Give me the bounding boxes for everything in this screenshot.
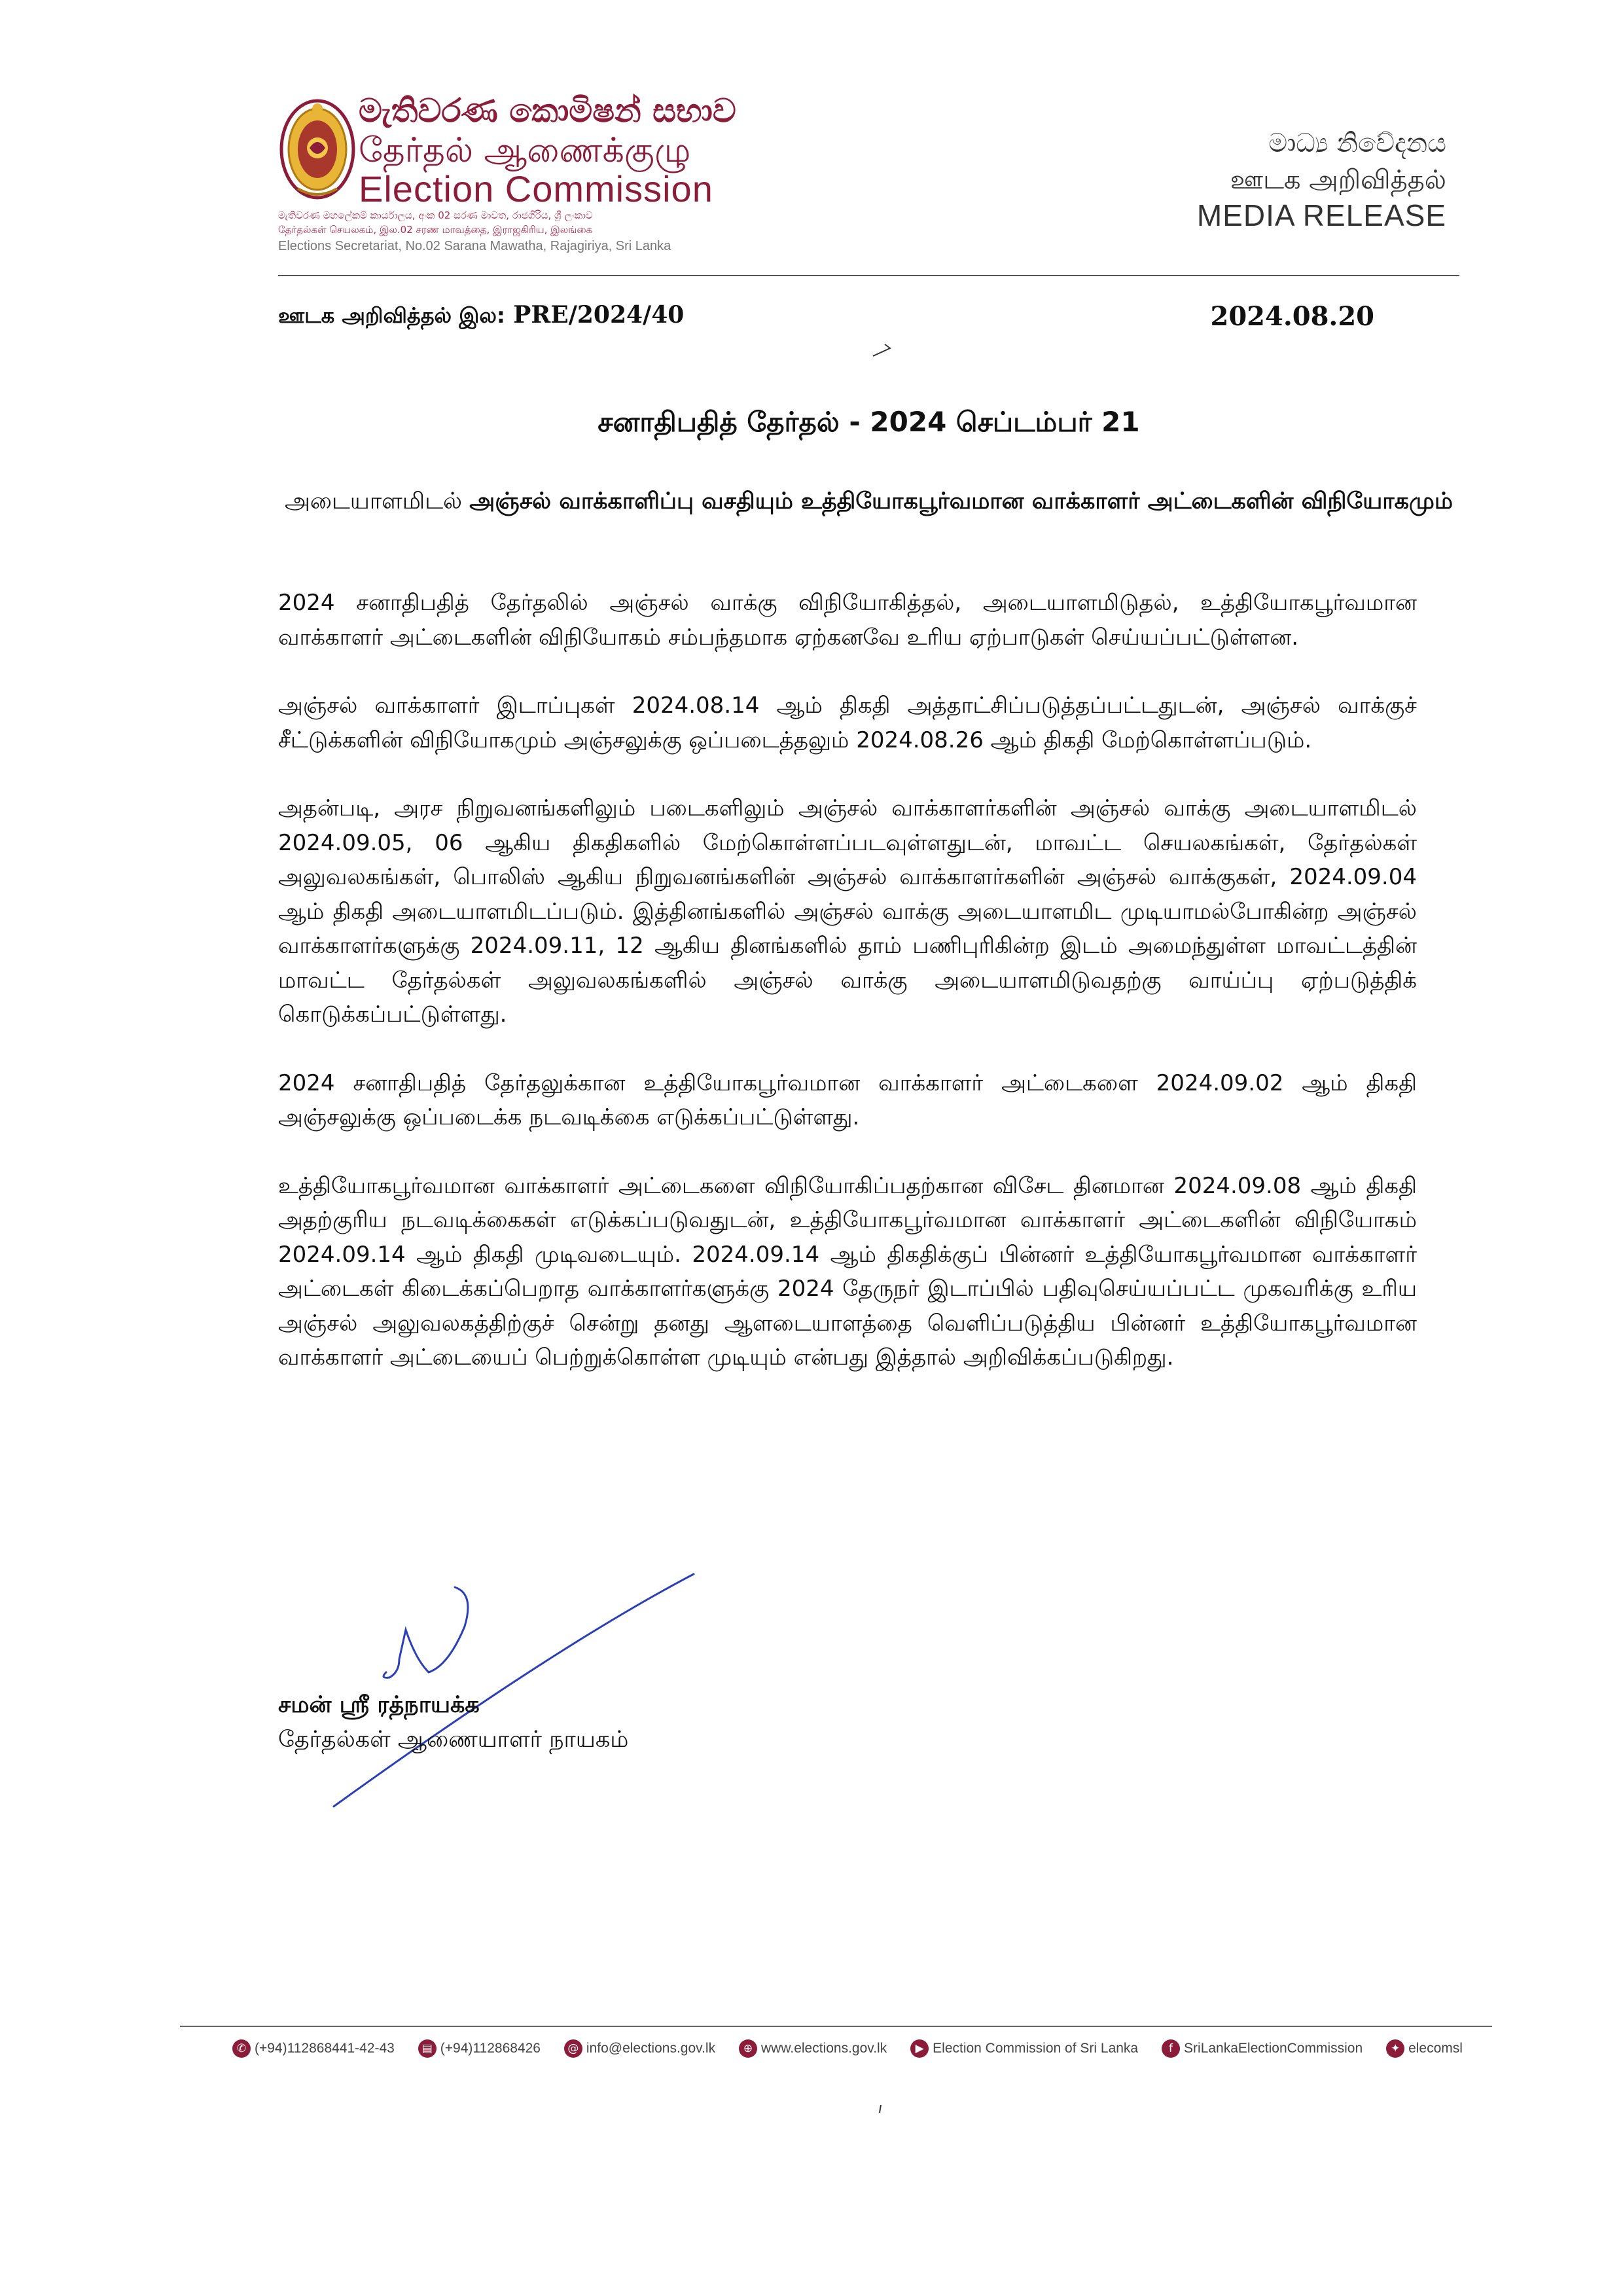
document-title: சனாதிபதித் தேர்தல் - 2024 செப்டம்பர் 21 <box>597 406 1140 438</box>
subtitle-main: அஞ்சல் வாக்காளிப்பு வசதியும் உத்தியோகபூர்வமான வாக்காளர் அட்டைகளின் விநியோகமும் <box>469 488 1453 514</box>
email-icon: @ <box>564 2039 582 2058</box>
youtube-icon: ▶ <box>910 2039 929 2058</box>
twitter-icon: ✦ <box>1386 2039 1404 2058</box>
signatory-title: தேர்தல்கள் ஆணையாளர் நாயகம் <box>278 1727 629 1753</box>
fax-icon: ▤ <box>418 2039 437 2058</box>
paragraph-1: 2024 சனாதிபதித் தேர்தலில் அஞ்சல் வாக்கு விநியோகித்தல், அடையாளமிடுதல், உத்தியோகபூர்வமான வாக்காளர் அட்டைகளின் விநியோகம் சம்பந்தமாக ஏற்கனவே உரிய ஏற்பாடுகள் செய்யப்பட்டுள்ளன. <box>278 590 1417 651</box>
emblem-logo <box>278 97 357 202</box>
globe-icon: ⊕ <box>739 2039 757 2058</box>
document-subtitle <box>278 484 1459 518</box>
footer-divider <box>180 2026 1492 2027</box>
footer-facebook[interactable] <box>1162 2039 1363 2058</box>
footer-contacts <box>232 2039 1463 2058</box>
org-name-english: Election Commission <box>359 168 713 209</box>
facebook-icon: f <box>1162 2039 1180 2058</box>
media-release-tamil: ஊடக அறிவித்தல் <box>1230 165 1446 195</box>
address-tamil: தேர்தல்கள் செயலகம், இல.02 சரண மாவத்தை, இராஜகிரிய, இலங்கை <box>278 224 593 236</box>
org-name-tamil: தேர்தல் ஆணைக்குழு <box>359 131 691 170</box>
footer-youtube[interactable] <box>910 2039 1138 2058</box>
paragraph-2: அஞ்சல் வாக்காளர் இடாப்புகள் 2024.08.14 ஆம் திகதி அத்தாட்சிப்படுத்தப்பட்டதுடன், அஞ்சல் வாக்குச் சீட்டுக்களின் விநியோகமும் அஞ்சலுக்கு ஒப்படைத்தலும் 2024.08.26 ஆம் திகதி மேற்கொள்ளப்படும். <box>278 692 1417 753</box>
org-name-sinhala: මැතිවරණ කොමිෂන් සභාව <box>359 92 736 130</box>
release-date: 2024.08.20 <box>1210 301 1374 332</box>
media-release-sinhala: මාධ්‍ය නිවේදනය <box>1268 128 1446 158</box>
signatory-name: சமன் ஸ்ரீ ரத்நாயக்க <box>278 1692 480 1718</box>
paragraph-3: அதன்படி, அரச நிறுவனங்களிலும் படைகளிலும் அஞ்சல் வாக்காளர்களின் அஞ்சல் வாக்கு அடையாளமிடல் 2024.09.05, 06 ஆகிய திகதிகளில் மேற்கொள்ளப்படவுள்ளதுடன், மாவட்ட செயலகங்கள், தேர்தல்கள் அலுவலகங்கள், பொலிஸ் ஆகிய நிறுவனங்களின் அஞ்சல் வாக்காளர்களின் அஞ்சல் வாக்குகள், 2024.09.04 ஆம் திகதி அடையாளமிடப்படும். இத்தினங்களில் அஞ்சல் வாக்கு அடையாளமிட முடியாமல்போகின்ற அஞ்சல் வாக்காளர்களுக்கு 2024.09.11, 12 ஆகிய தினங்களில் தாம் பணிபுரிகின்ற இடம் அமைந்துள்ள மாவட்டத்தின் மாவட்ட தேர்தல்கள் அலுவலகங்களில் அஞ்சல் வாக்கு அடையாளமிடுவதற்கு வாய்ப்பு ஏற்படுத்திக் கொடுக்கப்பட்டுள்ளது. <box>278 795 1417 1028</box>
subtitle-lead: அடையாளமிடல் <box>285 488 470 514</box>
facebook-text[interactable]: SriLankaElectionCommission <box>1184 2041 1363 2056</box>
reference-number: PRE/2024/40 <box>513 301 685 329</box>
email-text[interactable]: info@elections.gov.lk <box>586 2041 716 2056</box>
footer-phone <box>232 2039 395 2058</box>
reference-label: ஊடக அறிவித்தல் இல: <box>278 303 505 328</box>
youtube-text[interactable]: Election Commission of Sri Lanka <box>933 2041 1139 2056</box>
footer-fax <box>418 2039 541 2058</box>
footer-twitter[interactable] <box>1386 2039 1463 2058</box>
paragraph-4: 2024 சனாதிபதித் தேர்தலுக்கான உத்தியோகபூர்வமான வாக்காளர் அட்டைகளை 2024.09.02 ஆம் திகதி அஞ்சலுக்கு ஒப்படைக்க நடவடிக்கை எடுக்கப்பட்டுள்ளது. <box>278 1069 1417 1130</box>
address-sinhala: මැතිවරණ මහලේකම් කාර්යාලය, අංක 02 සරණ මාවත, රාජගිරිය, ශ්‍රී ලංකාව <box>278 209 593 221</box>
twitter-text[interactable]: elecomsl <box>1408 2041 1463 2056</box>
reference-line <box>278 301 684 331</box>
footer-email[interactable] <box>564 2039 715 2058</box>
fax-text: (+94)112868426 <box>440 2041 541 2056</box>
body-text <box>278 586 1417 1409</box>
footer-website[interactable] <box>739 2039 887 2058</box>
address-english: Elections Secretariat, No.02 Sarana Mawatha, Rajagiriya, Sri Lanka <box>278 239 671 253</box>
phone-icon: ✆ <box>232 2039 251 2058</box>
website-text[interactable]: www.elections.gov.lk <box>761 2041 887 2056</box>
phone-text: (+94)112868441-42-43 <box>255 2041 395 2056</box>
stray-mark <box>877 2104 883 2113</box>
paragraph-5: உத்தியோகபூர்வமான வாக்காளர் அட்டைகளை விநியோகிப்பதற்கான விசேட தினமான 2024.09.08 ஆம் திகதி அதற்குரிய நடவடிக்கைகள் எடுக்கப்படுவதுடன், உத்தியோகபூர்வமான வாக்காளர் அட்டைகளின் விநியோகம் 2024.09.14 ஆம் திகதி முடிவடையும். 2024.09.14 ஆம் திகதிக்குப் பின்னர் உத்தியோகபூர்வமான வாக்காளர் அட்டைகள் கிடைக்கப்பெறாத வாக்காளர்களுக்கு 2024 தேருநர் இடாப்பில் பதிவுசெய்யப்பட்ட முகவரிக்கு உரிய அஞ்சல் அலுவலகத்திற்குச் சென்று தனது ஆளடையாளத்தை வெளிப்படுத்திய பின்னர் உத்தியோகபூர்வமான வாக்காளர் அட்டையைப் பெற்றுக்கொள்ள முடியும் என்பது இத்தால் அறிவிக்கப்படுகிறது. <box>278 1172 1417 1371</box>
org-address-local <box>278 208 593 237</box>
header-divider <box>278 275 1459 276</box>
media-release-english: MEDIA RELEASE <box>1196 198 1446 232</box>
pen-mark <box>870 340 897 360</box>
